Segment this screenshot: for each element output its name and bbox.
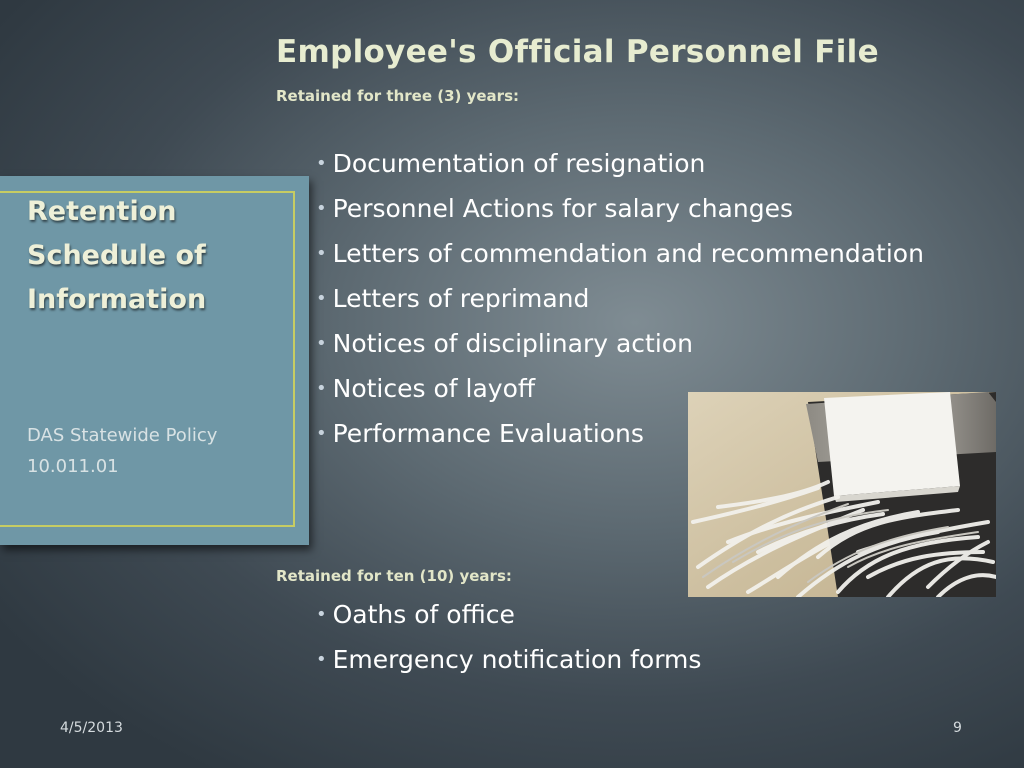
bullet-icon: • — [316, 649, 327, 670]
panel-heading-line: Retention — [27, 196, 177, 227]
bullet-icon: • — [316, 333, 327, 354]
list-item-text: Notices of layoff — [332, 374, 536, 403]
list-item — [316, 598, 701, 643]
bullet-icon: • — [316, 378, 327, 399]
section-heading-three-years: Retained for three (3) years: — [276, 87, 520, 105]
list-item — [316, 327, 924, 372]
ten-year-items-list — [316, 598, 701, 688]
list-item — [316, 237, 924, 282]
bullet-icon: • — [316, 153, 327, 174]
policy-line: 10.011.01 — [27, 456, 119, 477]
section-heading-ten-years: Retained for ten (10) years: — [276, 567, 512, 585]
shredder-photo-graphic — [688, 392, 996, 597]
list-item-text: Letters of reprimand — [332, 284, 590, 313]
shredder-photo-icon — [688, 392, 996, 597]
bullet-icon: • — [316, 288, 327, 309]
panel-heading-line: Schedule of — [27, 240, 206, 271]
bullet-icon: • — [316, 243, 327, 264]
footer-page-number: 9 — [953, 720, 962, 736]
footer-date: 4/5/2013 — [60, 720, 123, 736]
list-item-text: Notices of disciplinary action — [332, 329, 693, 358]
list-item-text: Documentation of resignation — [332, 149, 706, 178]
list-item — [316, 643, 701, 688]
list-item — [316, 192, 924, 237]
policy-line: DAS Statewide Policy — [27, 425, 218, 446]
bullet-icon: • — [316, 423, 327, 444]
list-item — [316, 147, 924, 192]
policy-reference — [27, 420, 217, 482]
bullet-icon: • — [316, 604, 327, 625]
panel-heading-line: Information — [27, 284, 207, 315]
list-item-text: Oaths of office — [332, 600, 515, 629]
list-item — [316, 282, 924, 327]
panel-heading — [27, 190, 206, 322]
slide-title: Employee's Official Personnel File — [276, 34, 879, 70]
sidebar-panel — [0, 176, 309, 545]
list-item-text: Emergency notification forms — [332, 645, 702, 674]
bullet-icon: • — [316, 198, 327, 219]
list-item-text: Letters of commendation and recommendation — [332, 239, 924, 268]
list-item-text: Personnel Actions for salary changes — [332, 194, 794, 223]
list-item-text: Performance Evaluations — [332, 419, 644, 448]
